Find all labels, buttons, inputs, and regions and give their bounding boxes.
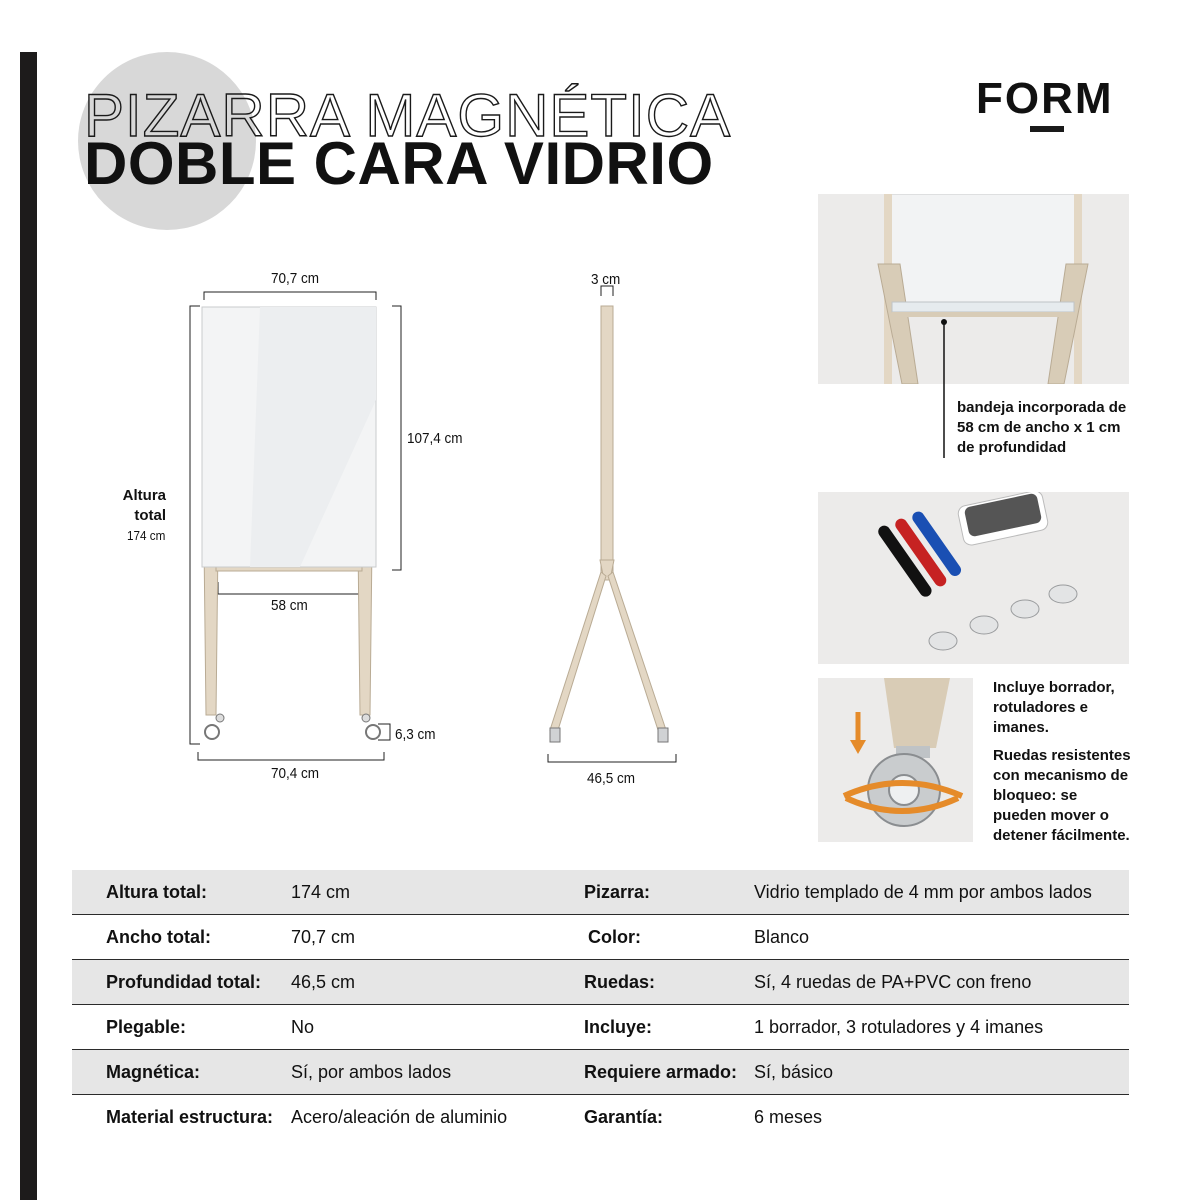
accessories-caption: Incluye borrador, rotuladores e imanes. xyxy=(993,679,1115,736)
tray-caption: bandeja incorporada de 58 cm de ancho x 1 cm de profundidad xyxy=(957,399,1127,456)
spec-row xyxy=(72,915,1129,960)
tray-pointer-line xyxy=(938,318,958,458)
total-height-value: 174 cm xyxy=(127,528,166,543)
spec-label-left: Plegable: xyxy=(106,1017,187,1037)
spec-label-left: Profundidad total: xyxy=(106,972,261,992)
side-wheels xyxy=(550,728,668,742)
spec-value-right: Sí, básico xyxy=(754,1062,834,1082)
spec-value-right: Sí, 4 ruedas de PA+PVC con freno xyxy=(754,972,1032,992)
side-depth-label: 46,5 cm xyxy=(587,770,636,787)
spec-label-right: Incluye: xyxy=(584,1017,653,1037)
accessories-photo xyxy=(818,492,1129,664)
wheel-height-label: 6,3 cm xyxy=(395,726,436,743)
spec-label-left: Ancho total: xyxy=(106,927,211,947)
spec-value-left: 174 cm xyxy=(291,882,351,902)
spec-row xyxy=(72,1050,1129,1095)
side-frame xyxy=(550,306,666,730)
front-width-bottom-label: 70,4 cm xyxy=(271,765,320,782)
wheel-detail-photo xyxy=(818,678,973,842)
spec-label-left: Altura total: xyxy=(106,882,207,902)
spec-value-left: Sí, por ambos lados xyxy=(291,1062,452,1082)
spec-label-right: Garantía: xyxy=(584,1107,664,1127)
spec-value-right: Blanco xyxy=(754,927,810,947)
tray-width-label: 58 cm xyxy=(271,597,308,614)
spec-row xyxy=(72,1095,1129,1139)
left-accent-bar xyxy=(20,52,37,1200)
spec-value-left: No xyxy=(291,1017,315,1037)
wheels-caption: Ruedas resistentes con mecanismo de bloqueo: se pueden mover o detener fácilmente. xyxy=(993,747,1131,844)
spec-label-left: Magnética: xyxy=(106,1062,201,1082)
total-height-label: Altura total xyxy=(122,487,166,524)
spec-table xyxy=(72,870,1129,1139)
spec-value-left: Acero/aleación de aluminio xyxy=(291,1107,508,1127)
spec-label-right: Color: xyxy=(588,927,641,947)
spec-value-left: 70,7 cm xyxy=(291,927,356,947)
spec-label-right: Pizarra: xyxy=(584,882,651,902)
spec-value-right: 1 borrador, 3 rotuladores y 4 imanes xyxy=(754,1017,1044,1037)
logo-underline xyxy=(1030,126,1064,132)
front-board-height-label: 107,4 cm xyxy=(407,430,463,447)
spec-value-right: Vidrio templado de 4 mm por ambos lados xyxy=(754,882,1092,902)
title-line-2: DOBLE CARA VIDRIO xyxy=(84,130,714,197)
front-wheels xyxy=(205,714,380,739)
spec-value-left: 46,5 cm xyxy=(291,972,356,992)
title-line-1: PIZARRA MAGNÉTICA xyxy=(84,82,732,149)
front-width-top-label: 70,7 cm xyxy=(271,270,320,287)
brand-logo: FORM xyxy=(976,74,1114,123)
tray-detail-photo xyxy=(818,194,1129,384)
spec-label-right: Requiere armado: xyxy=(584,1062,738,1082)
spec-label-right: Ruedas: xyxy=(584,972,656,992)
spec-value-right: 6 meses xyxy=(754,1107,823,1127)
spec-row xyxy=(72,870,1129,915)
spec-row xyxy=(72,960,1129,1005)
spec-label-left: Material estructura: xyxy=(106,1107,274,1127)
side-thickness-label: 3 cm xyxy=(591,271,621,288)
spec-row xyxy=(72,1005,1129,1050)
side-view-drawing xyxy=(530,260,690,800)
